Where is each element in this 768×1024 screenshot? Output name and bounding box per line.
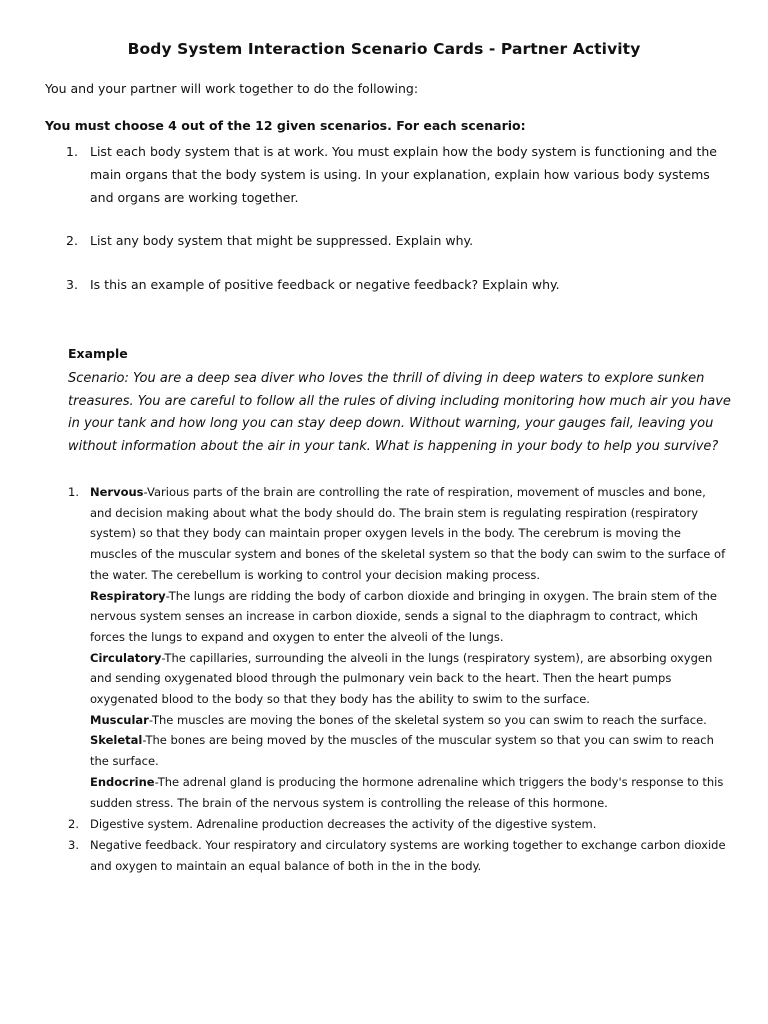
task-number: 1.: [66, 144, 78, 159]
system-text: -The adrenal gland is producing the hormone adrenaline which triggers the body's response to this sudden stress. The brain of the nervous system is controlling the release of this hormone.: [90, 774, 724, 810]
system-respiratory: [90, 586, 730, 648]
answer-text: Digestive system. Adrenaline production decreases the activity of the digestive system.: [90, 817, 597, 831]
answer-number: 3.: [68, 838, 79, 852]
system-list: [90, 482, 730, 813]
answer-number: 2.: [68, 817, 79, 831]
task-number: 2.: [66, 233, 78, 248]
instruction-text: You must choose 4 out of the 12 given scenarios. For each scenario:: [45, 118, 526, 133]
system-name: Nervous: [90, 485, 144, 499]
task-text: List any body system that might be suppressed. Explain why.: [90, 233, 474, 248]
system-endocrine: [90, 772, 730, 813]
system-name: Endocrine: [90, 774, 155, 789]
system-skeletal: [90, 730, 730, 771]
page-title: Body System Interaction Scenario Cards - Partner Activity: [127, 40, 641, 58]
scenario-text: You are a deep sea diver who loves the thrill of diving in deep waters to explore sunken treasures. You are careful to follow all the rules of diving including monitoring how much air you have in your tank and how long you can stay deep down. Without warning, your gauges fail, leaving you without information about the air in your tank. What is happening in your body to help you survive?: [68, 371, 731, 455]
system-muscular: [90, 710, 730, 731]
system-name: Respiratory: [90, 588, 166, 603]
task-number: 3.: [66, 277, 78, 292]
system-name: Circulatory: [90, 650, 162, 665]
scenario-lead: Scenario:: [68, 371, 129, 386]
task-text: List each body system that is at work. You must explain how the body system is functioning and the main organs that the body system is using. In your explanation, explain how various body systems and organs are working together.: [90, 144, 717, 205]
system-nervous: [90, 482, 730, 586]
example-heading: Example: [68, 346, 128, 361]
system-circulatory: [90, 648, 730, 710]
system-text: -The capillaries, surrounding the alveoli in the lungs (respiratory system), are absorbing oxygen and sending oxygenated blood through the pulmonary vein back to the heart. Then the heart pumps oxygenated blood to the body so that they body has the ability to swim to the surface.: [90, 650, 713, 707]
system-text: -Various parts of the brain are controlling the rate of respiration, movement of muscles and bone, and decision making about what the body should do. The brain stem is regulating respiration (respiratory system) so that they body can maintain proper oxygen levels in the body. The cerebrum is moving the muscles of the muscular system and bones of the skeletal system so that the body can swim to the surface of the water. The cerebellum is working to control your decision making process.: [90, 485, 726, 582]
task-text: Is this an example of positive feedback or negative feedback? Explain why.: [90, 277, 560, 292]
system-text: -The bones are being moved by the muscles of the muscular system so that you can swim to reach the surface.: [90, 733, 714, 769]
answer-number: 1.: [68, 485, 79, 499]
system-name: Muscular: [90, 712, 149, 727]
system-text: -The lungs are ridding the body of carbon dioxide and bringing in oxygen. The brain stem of the nervous system senses an increase in carbon dioxide, sends a signal to the diaphragm to contract, which forces the lungs to expand and oxygen to enter the alveoli of the lungs.: [90, 588, 717, 644]
intro-text: You and your partner will work together to do the following:: [45, 81, 419, 96]
answer-text: Negative feedback. Your respiratory and circulatory systems are working together to exchange carbon dioxide and oxygen to maintain an equal balance of both in the in the body.: [90, 838, 726, 873]
scenario-paragraph: [68, 368, 738, 459]
system-name: Skeletal: [90, 733, 143, 748]
system-text: -The muscles are moving the bones of the skeletal system so you can swim to reach the surface.: [148, 712, 707, 727]
